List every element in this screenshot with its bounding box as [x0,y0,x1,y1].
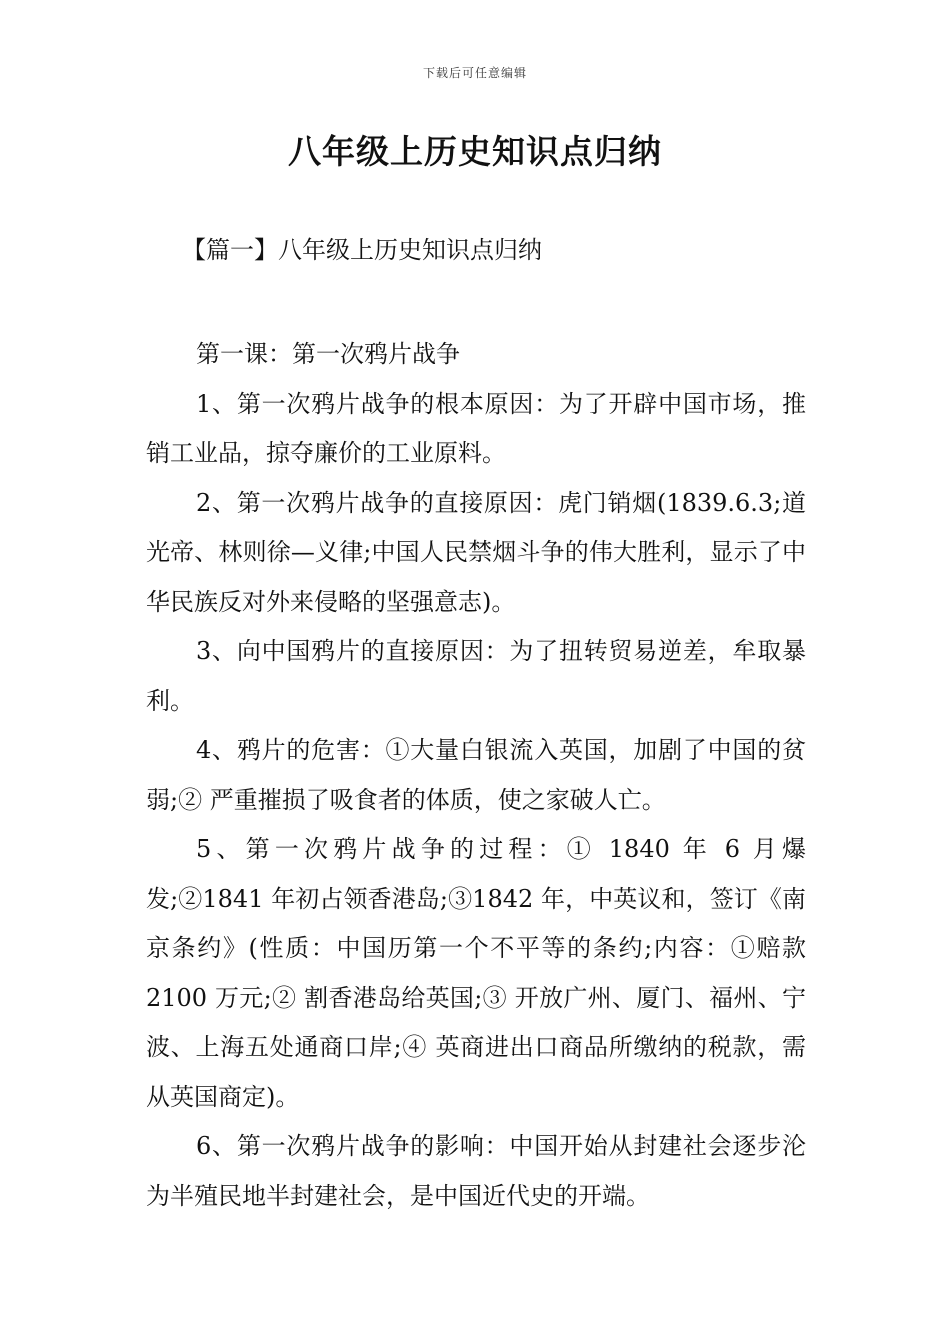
paragraph-4: 4、鸦片的危害：①大量白银流入英国，加剧了中国的贫弱;② 严重摧损了吸食者的体质，使之家破人亡。 [146,736,806,814]
paragraph-1: 1、第一次鸦片战争的根本原因：为了开辟中国市场，推销工业品，掠夺廉价的工业原料。 [146,389,806,467]
paragraph-3: 3、向中国鸦片的直接原因：为了扭转贸易逆差，牟取暴利。 [146,637,806,715]
paragraph-5: 5、第一次鸦片战争的过程：① 1840 年 6 月爆发;②1841 年初占领香港岛;③1842 年，中英议和，签订《南京条约》(性质：中国历第一个不平等的条约;内容：①赔款 2100 万元;② 割香港岛给英国;③ 开放广州、厦门、福州、宁波、上海五处通商口岸;④ 英商进出口商品所缴纳的税款，需从英国商定)。 [146,835,806,1111]
header-note: 下载后可任意编辑 [422,66,527,80]
document-body [146,330,806,1221]
paragraph-2: 2、第一次鸦片战争的直接原因：虎门销烟(1839.6.3;道光帝、林则徐—义律;中国人民禁烟斗争的伟大胜利，显示了中华民族反对外来侵略的坚强意志)。 [146,488,806,616]
paragraph-6: 6、第一次鸦片战争的影响：中国开始从封建社会逐步沦为半殖民地半封建社会，是中国近代史的开端。 [146,1132,806,1210]
lesson-title: 第一课：第一次鸦片战争 [196,340,460,368]
document-title: 八年级上历史知识点归纳 [288,132,662,171]
section-heading: 【篇一】八年级上历史知识点归纳 [182,236,542,264]
